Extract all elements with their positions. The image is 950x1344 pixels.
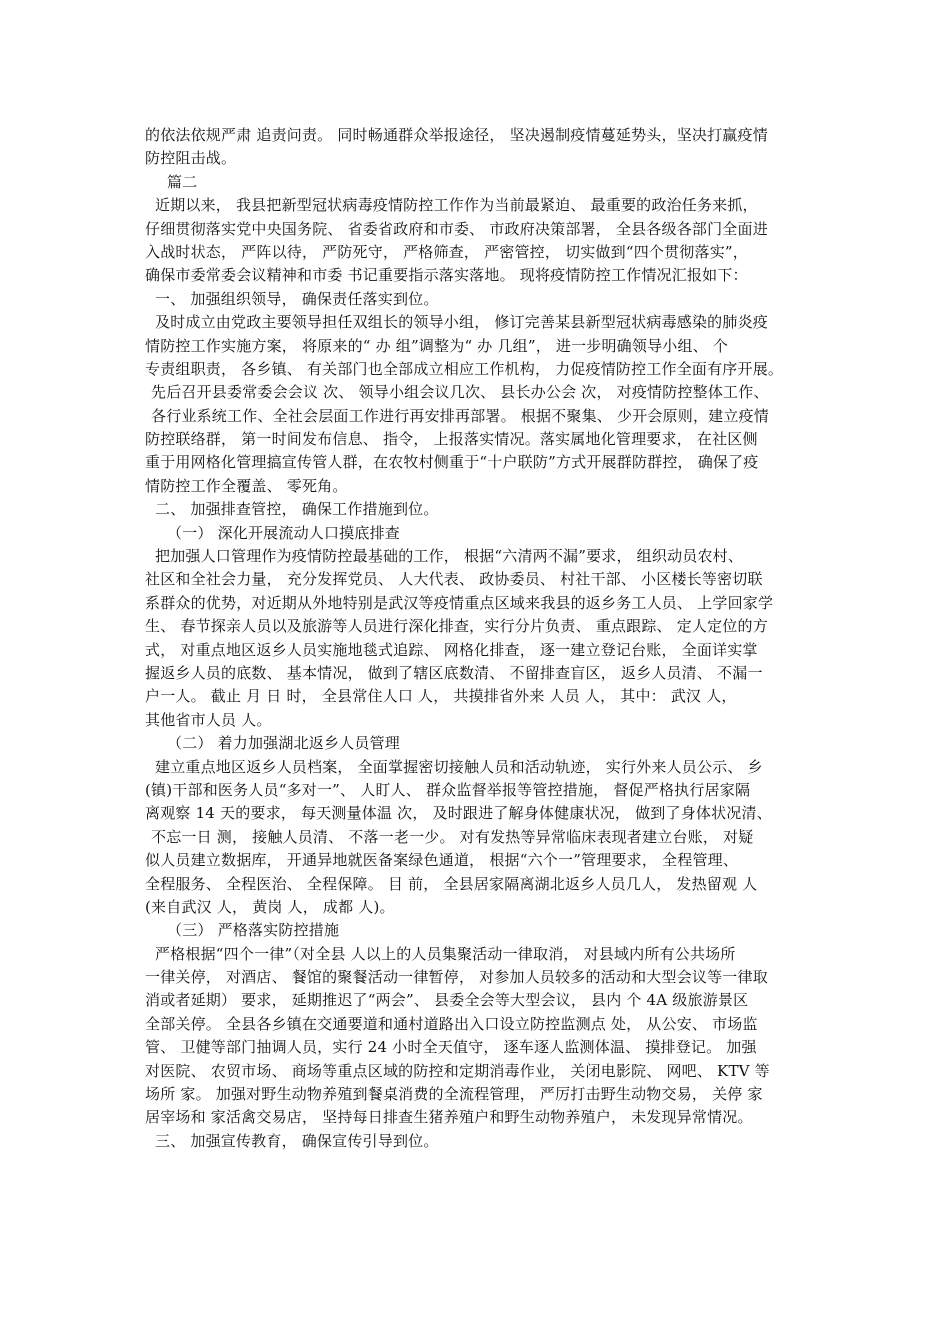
text-line: 握返乡人员的底数、 基本情况， 做到了辖区底数清、 不留排查盲区， 返乡人员清、 不漏一 <box>145 663 763 682</box>
text-line: （一） 深化开展流动人口摸底排查 <box>167 523 400 542</box>
document-page <box>145 124 815 1153</box>
text-line: 二、 加强排查管控， 确保工作措施到位。 <box>155 500 439 519</box>
text-line: 一律关停， 对酒店、 餐馆的聚餐活动一律暂停， 对参加人员较多的活动和大型会议等一律取 <box>145 968 768 987</box>
text-line: 其他省市人员 人。 <box>145 710 272 729</box>
text-line: 三、 加强宣传教育， 确保宣传引导到位。 <box>155 1131 439 1150</box>
text-line: 入战时状态， 严阵以待， 严防死守， 严格筛查， 严密管控， 切实做到“四个贯彻落实”， <box>145 242 748 261</box>
text-line: 专责组职责， 各乡镇、 有关部门也全部成立相应工作机构， 力促疫情防控工作全面有序开展。 <box>145 359 784 378</box>
text-line: 一、 加强组织领导， 确保责任落实到位。 <box>155 289 439 308</box>
text-line: (来自武汉 人， 黄岗 人， 成都 人)。 <box>145 897 395 916</box>
text-line: 重于用网格化管理搞宣传管人群，在农牧村侧重于“十户联防”方式开展群防群控， 确保了疫 <box>145 453 759 472</box>
text-line: 建立重点地区返乡人员档案， 全面掌握密切接触人员和活动轨迹， 实行外来人员公示、 乡 <box>155 757 763 776</box>
text-line: 式， 对重点地区返乡人员实施地毯式追踪、 网格化排查， 逐一建立登记台账， 全面详实掌 <box>145 640 758 659</box>
text-line: 的依法依规严肃 追责问责。 同时畅通群众举报途径， 坚决遏制疫情蔓延势头，坚决打赢疫情 <box>145 126 768 144</box>
text-line: 及时成立由党政主要领导担任双组长的领导小组， 修订完善某县新型冠状病毒感染的肺炎疫 <box>155 313 768 332</box>
text-line: 社区和全社会力量， 充分发挥党员、 人大代表、 政协委员、 村社干部、 小区楼长等密切联 <box>145 570 763 589</box>
text-line: (镇)干部和医务人员“多对一”、 人盯人、 群众监督举报等管控措施， 督促严格执行居家隔 <box>145 780 751 799</box>
text-line: （二） 着力加强湖北返乡人员管理 <box>167 734 400 753</box>
text-line: 情防控工作全覆盖、 零死角。 <box>145 476 348 495</box>
text-line: 全部关停。 全县各乡镇在交通要道和通村道路出入口设立防控监测点 处， 从公安、 市场监 <box>145 1014 758 1033</box>
text-line: 严格根据“四个一律”（对全县 人以上的人员集聚活动一律取消， 对县域内所有公共场所 <box>155 944 736 963</box>
text-line: 居宰场和 家活禽交易店， 坚持每日排查生猪养殖户和野生动物养殖户， 未发现异常情况。 <box>145 1108 753 1127</box>
text-line: 防控联络群， 第一时间发布信息、 指令， 上报落实情况。落实属地化管理要求， 在社区侧 <box>145 430 758 449</box>
text-line: 户一人。 截止 月 日 时， 全县常住人口 人， 共摸排省外来 人员 人， 其中： 武汉 人， <box>145 687 737 706</box>
text-line: 消或者延期） 要求， 延期推迟了“两会”、 县委全会等大型会议， 县内 个 4A 级旅游景区 <box>145 991 749 1010</box>
text-line: 仔细贯彻落实党中央国务院、 省委省政府和市委、 市政府决策部署， 全县各级各部门全面进 <box>145 219 768 238</box>
text-line: 近期以来， 我县把新型冠状病毒疫情防控工作作为当前最紧迫、 最重要的政治任务来抓， <box>155 196 758 215</box>
text-line: 管、 卫健等部门抽调人员，实行 24 小时全天值守， 逐车逐人监测体温、 摸排登记。 加强 <box>145 1038 757 1057</box>
text-line: 各行业系统工作、全社会层面工作进行再安排再部署。 根据不聚集、 少开会原则，建立疫情 <box>151 406 769 425</box>
text-line: 对医院、 农贸市场、 商场等重点区域的防控和定期消毒作业， 关闭电影院、 网吧、 KTV 等 <box>145 1061 770 1080</box>
text-line: 情防控工作实施方案， 将原来的“ 办 组”调整为“ 办 几组”， 进一步明确领导小组、 个 <box>145 336 729 355</box>
text-line: 生、 春节探亲人员以及旅游等人员进行深化排查，实行分片负责、 重点跟踪、 定人定位的方 <box>145 617 768 636</box>
text-line: 把加强人口管理作为疫情防控最基础的工作， 根据“六清两不漏”要求， 组织动员农村、 <box>155 547 744 566</box>
text-line: 防控阻击战。 <box>145 149 237 168</box>
text-line: 系群众的优势，对近期从外地特别是武汉等疫情重点区域来我县的返乡务工人员、 上学回家学 <box>145 593 774 612</box>
text-line: 似人员建立数据库， 开通异地就医备案绿色通道， 根据“六个一”管理要求， 全程管理、 <box>145 851 739 870</box>
text-line: 场所 家。 加强对野生动物养殖到餐桌消费的全流程管理， 严厉打击野生动物交易， 关停 家 <box>145 1085 763 1104</box>
text-line: 离观察 14 天的要求， 每天测量体温 次， 及时跟进了解身体健康状况， 做到了身体状况清、 <box>145 804 772 823</box>
text-line: 不忘一日 测， 接触人员清、 不落一老一少。 对有发热等异常临床表现者建立台账， 对疑 <box>151 827 754 846</box>
text-line: （三） 严格落实防控措施 <box>167 921 340 940</box>
text-line: 先后召开县委常委会会议 次、 领导小组会议几次、 县长办公会 次， 对疫情防控整体工作、 <box>151 383 769 402</box>
text-line: 全程服务、 全程医治、 全程保障。 目 前， 全县居家隔离湖北返乡人员几人， 发热留观 人 <box>145 874 758 893</box>
text-line: 篇二 <box>167 172 198 191</box>
text-line: 确保市委常委会议精神和市委 书记重要指示落实落地。 现将疫情防控工作情况汇报如下： <box>145 266 748 285</box>
